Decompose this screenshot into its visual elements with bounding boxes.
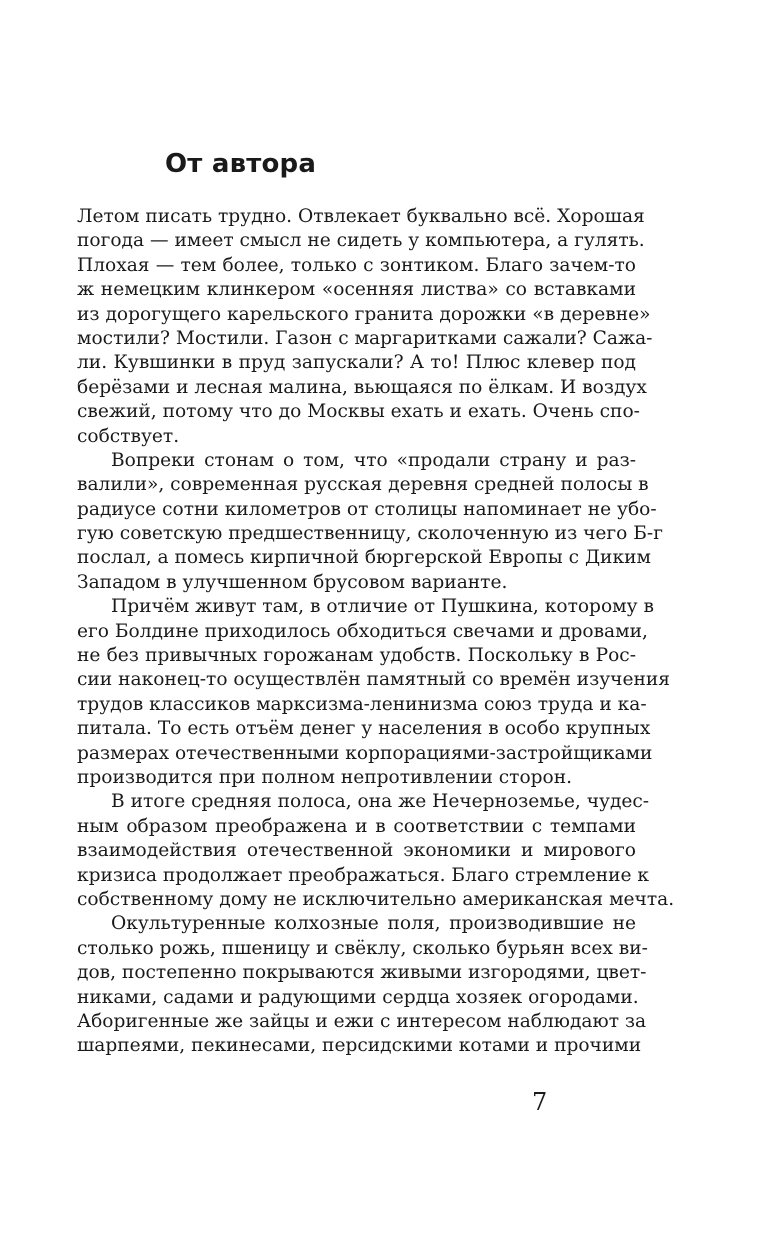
text-line: трудов классиков марксизма-ленинизма союз труда и ка- — [77, 693, 647, 715]
text-line: послал, а помесь кирпичной бюргерской Европы с Диким — [77, 547, 651, 569]
text-line: свежий, потому что до Москвы ехать и ехать. Очень спо- — [77, 401, 640, 423]
text-line: размерах отечественными корпорациями-застройщиками — [77, 742, 653, 764]
text-line: кризиса продолжает преображаться. Благо стремление к — [77, 864, 650, 886]
text-line: погода — имеет смысл не сидеть у компьютера, а гулять. — [77, 230, 645, 252]
text-line: берёзами и лесная малина, вьющаяся по ёлкам. И воздух — [77, 376, 647, 398]
text-line: ж немецким клинкером «осенняя листва» со вставками — [77, 279, 636, 301]
paragraph — [77, 595, 670, 790]
text-line: собственному дому не исключительно американская мечта. — [77, 888, 675, 910]
text-line: Западом в улучшенном брусовом варианте. — [77, 571, 508, 593]
text-line: сии наконец-то осуществлён памятный со времён изучения — [77, 669, 670, 691]
text-line: шарпеями, пекинесами, персидскими котами и прочими — [77, 1035, 642, 1057]
paragraph — [77, 205, 653, 449]
text-line: валили», современная русская деревня средней полосы в — [77, 474, 649, 496]
page-number: 7 — [532, 1088, 548, 1116]
chapter-title: От автора — [165, 149, 317, 179]
text-line: Летом писать трудно. Отвлекает буквально всё. Хорошая — [77, 206, 645, 227]
text-line: гую советскую предшественницу, сколоченную из чего Б-г — [77, 523, 663, 545]
text-line: производится при полном непротивлении сторон. — [77, 766, 573, 788]
text-line: не без привычных горожанам удобств. Поскольку в Рос- — [77, 645, 636, 667]
text-line: дов, постепенно покрываются живыми изгородями, цвет- — [77, 962, 647, 984]
text-line: никами, садами и радующими сердца хозяек огородами. — [77, 986, 639, 1008]
paragraph — [77, 912, 648, 1058]
text-line: Окультуренные колхозные поля, производившие не — [111, 913, 636, 935]
text-line: радиусе сотни километров от столицы напоминает не убо- — [77, 498, 657, 520]
text-line: Плохая — тем более, только с зонтиком. Благо зачем-то — [77, 254, 636, 276]
text-line: питала. То есть отъём денег у населения в особо крупных — [77, 718, 651, 740]
text-line: столько рожь, пшеницу и свёклу, сколько бурьян всех ви- — [77, 937, 648, 959]
text-line: собствует. — [77, 425, 180, 447]
text-line: мостили? Мостили. Газон с маргаритками сажали? Сажа- — [77, 327, 653, 349]
paragraph — [77, 449, 663, 595]
text-line: В итоге средняя полоса, она же Нечерноземье, чудес- — [111, 791, 650, 813]
text-line: Аборигенные же зайцы и ежи с интересом наблюдают за — [77, 1010, 647, 1032]
text-line: Вопреки стонам о том, что «продали страну и раз- — [111, 449, 636, 471]
text-line: взаимодействия отечественной экономики и мирового — [77, 840, 636, 862]
text-line: его Болдине приходилось обходиться свечами и дровами, — [77, 620, 648, 642]
body-text — [77, 205, 675, 1059]
text-line: Причём живут там, в отличие от Пушкина, которому в — [111, 596, 654, 618]
paragraph — [77, 790, 675, 912]
text-line: ли. Кувшинки в пруд запускали? А то! Плюс клевер под — [77, 352, 636, 374]
text-line: из дорогущего карельского гранита дорожки «в деревне» — [77, 303, 651, 325]
text-line: ным образом преображена и в соответствии с темпами — [77, 815, 636, 837]
